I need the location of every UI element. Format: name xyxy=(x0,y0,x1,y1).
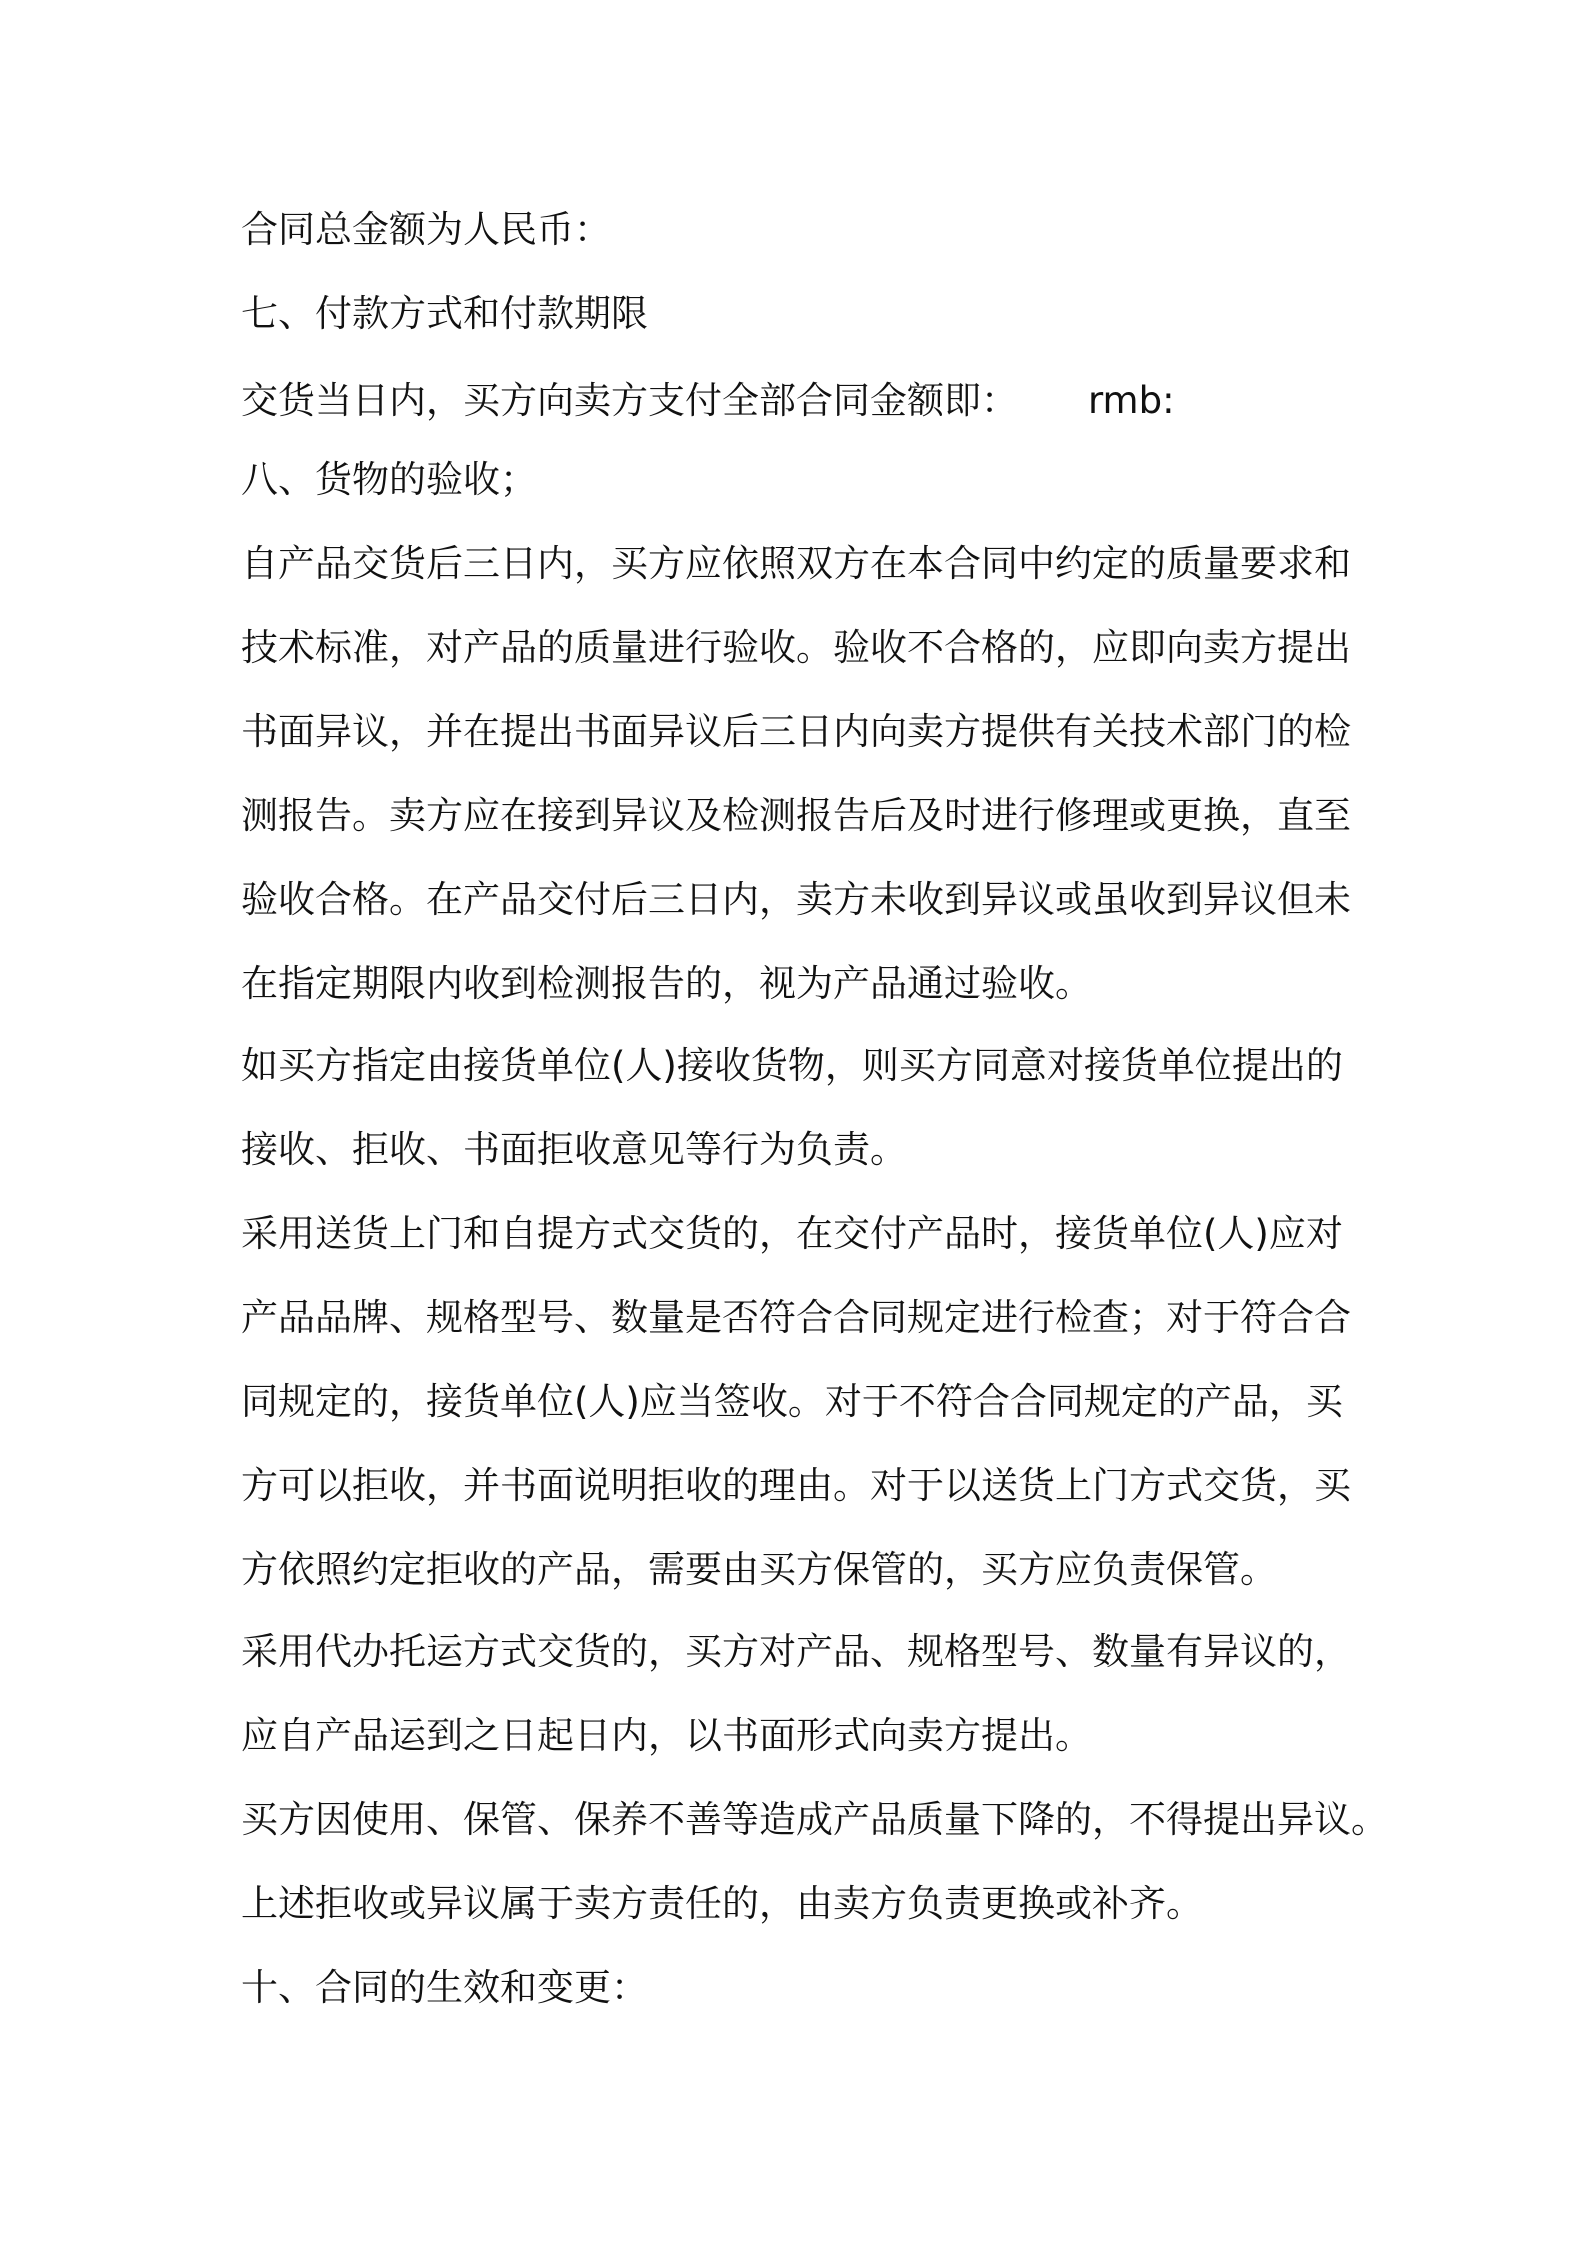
paragraph-line: 买方因使用、保管、保养不善等造成产品质量下降的，不得提出异议。 xyxy=(241,1798,1388,1841)
paragraph-line: 采用送货上门和自提方式交货的，在交付产品时，接货单位(人)应对 xyxy=(241,1212,1343,1255)
paragraph-line: 接收、拒收、书面拒收意见等行为负责。 xyxy=(241,1128,907,1171)
paragraph-line: 验收合格。在产品交付后三日内，卖方未收到异议或虽收到异议但未 xyxy=(241,878,1351,921)
section-10-heading: 十、合同的生效和变更： xyxy=(241,1966,648,2009)
paragraph-line: 产品品牌、规格型号、数量是否符合合同规定进行检查；对于符合合 xyxy=(241,1296,1351,1339)
paragraph-line: 应自产品运到之日起日内，以书面形式向卖方提出。 xyxy=(241,1714,1092,1757)
section-8-heading: 八、货物的验收； xyxy=(241,458,537,501)
paragraph-line: 方依照约定拒收的产品，需要由买方保管的，买方应负责保管。 xyxy=(241,1548,1277,1591)
paragraph-line: 如买方指定由接货单位(人)接收货物，则买方同意对接货单位提出的 xyxy=(241,1044,1343,1087)
paragraph-line: 自产品交货后三日内，买方应依照双方在本合同中约定的质量要求和 xyxy=(241,542,1351,585)
paragraph-line: 方可以拒收，并书面说明拒收的理由。对于以送货上门方式交货，买 xyxy=(241,1464,1351,1507)
paragraph-line: 测报告。卖方应在接到异议及检测报告后及时进行修理或更换，直至 xyxy=(241,794,1351,837)
paragraph-line: 采用代办托运方式交货的，买方对产品、规格型号、数量有异议的， xyxy=(241,1630,1351,1673)
total-amount-line: 合同总金额为人民币： xyxy=(241,208,611,251)
paragraph-line: 技术标准，对产品的质量进行验收。验收不合格的，应即向卖方提出 xyxy=(241,626,1351,669)
paragraph-line: 在指定期限内收到检测报告的，视为产品通过验收。 xyxy=(241,962,1092,1005)
section-7-heading: 七、付款方式和付款期限 xyxy=(241,292,648,335)
paragraph-line: 上述拒收或异议属于卖方责任的，由卖方负责更换或补齐。 xyxy=(241,1882,1203,1925)
paragraph-line: 同规定的，接货单位(人)应当签收。对于不符合合同规定的产品，买 xyxy=(241,1380,1343,1423)
payment-line: 交货当日内，买方向卖方支付全部合同金额即： xyxy=(241,379,1018,422)
rmb-label: rmb: xyxy=(1088,379,1175,422)
paragraph-line: 书面异议，并在提出书面异议后三日内向卖方提供有关技术部门的检 xyxy=(241,710,1351,753)
